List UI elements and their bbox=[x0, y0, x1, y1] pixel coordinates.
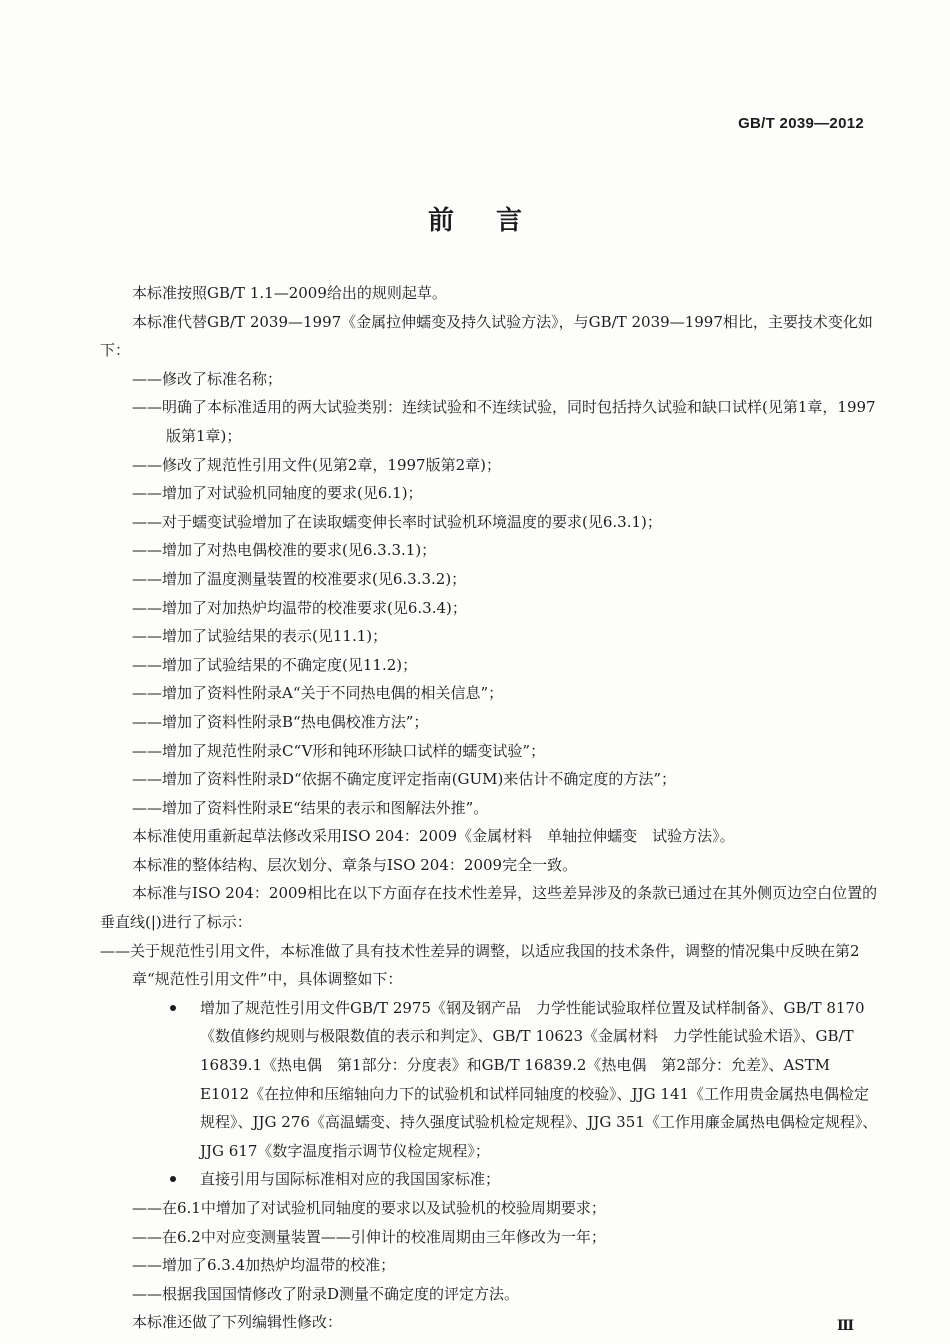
bullet-dot bbox=[170, 1005, 176, 1011]
bullet-text: 增加了规范性引用文件GB/T 2975《钢及钢产品 力学性能试验取样位置及试样制备》、GB/T 8170《数值修约规则与极限数值的表示和判定》、GB/T 10623《金属材料 力学性能试验术语》、GB/T 16839.1《热电偶 第1部分：分度表》和GB/T 16839.2《热电偶 第2部分：允差》、ASTM E1012《在拉伸和压缩轴向力下的试验机和试样同轴度的校验》、JJG 141《工作用贵金属热电偶检定规程》、JJG 276《高温蠕变、持久强度试验机检定规程》、JJG 351《工作用廉金属热电偶检定规程》、JJG 617《数字温度指示调节仪检定规程》； bbox=[200, 998, 878, 1160]
change-item: ——对于蠕变试验增加了在读取蠕变伸长率时试验机环境温度的要求(见6.3.1)； bbox=[132, 512, 662, 531]
bullet-dot bbox=[170, 1176, 176, 1182]
paragraph-drafting-rules: 本标准按照GB/T 1.1—2009给出的规则起草。 bbox=[132, 284, 447, 302]
difference-item: ——在6.1中增加了对试验机同轴度的要求以及试验机的校验周期要求； bbox=[132, 1199, 606, 1217]
change-item: ——增加了资料性附录B“热电偶校准方法”； bbox=[132, 712, 429, 731]
change-item: ——明确了本标准适用的两大试验类别：连续试验和不连续试验，同时包括持久试验和缺口试样(见第1章，1997版第1章)； bbox=[132, 398, 876, 445]
reference-bullets bbox=[100, 994, 880, 1194]
paragraph-structure: 本标准的整体结构、层次划分、章条与ISO 204：2009完全一致。 bbox=[132, 855, 578, 874]
change-item: ——增加了试验结果的不确定度(见11.2)； bbox=[132, 655, 418, 674]
difference-item: ——在6.2中对应变测量装置——引伸计的校准周期由三年修改为一年； bbox=[132, 1227, 606, 1246]
difference-item: ——增加了6.3.4加热炉均温带的校准； bbox=[132, 1256, 396, 1275]
change-item: ——增加了资料性附录D“依据不确定度评定指南(GUM)来估计不确定度的方法”； bbox=[132, 770, 677, 789]
change-item: ——修改了标准名称； bbox=[132, 369, 283, 388]
change-item: ——增加了对热电偶校准的要求(见6.3.3.1)； bbox=[132, 541, 437, 560]
page-title: 前言 bbox=[427, 206, 564, 236]
bullet-item bbox=[200, 1165, 880, 1194]
page-number: Ⅲ bbox=[836, 1318, 854, 1334]
change-item: ——增加了资料性附录E“结果的表示和图解法外推”。 bbox=[132, 798, 489, 817]
change-item: ——修改了规范性引用文件(见第2章，1997版第2章)； bbox=[132, 455, 501, 474]
difference-item: ——根据我国国情修改了附录D测量不确定度的评定方法。 bbox=[132, 1284, 520, 1303]
paragraph-adoption: 本标准使用重新起草法修改采用ISO 204：2009《金属材料 单轴拉伸蠕变 试验方法》。 bbox=[132, 827, 735, 846]
bullet-item bbox=[200, 994, 880, 1166]
paragraph-editorial: 本标准还做了下列编辑性修改： bbox=[132, 1313, 343, 1332]
change-item: ——增加了资料性附录A“关于不同热电偶的相关信息”； bbox=[132, 684, 504, 703]
bullet-text: 直接引用与国际标准相对应的我国国家标准； bbox=[200, 1170, 501, 1189]
standard-code: GB/T 2039—2012 bbox=[738, 115, 864, 132]
change-item: ——增加了对试验机同轴度的要求(见6.1)； bbox=[132, 484, 423, 503]
paragraph-replacement: 本标准代替GB/T 2039—1997《金属拉伸蠕变及持久试验方法》，与GB/T 2039—1997相比，主要技术变化如下： bbox=[100, 312, 873, 360]
change-item: ——增加了对加热炉均温带的校准要求(见6.3.4)； bbox=[132, 598, 467, 617]
difference-lead bbox=[100, 937, 880, 994]
foreword-body bbox=[100, 279, 880, 1337]
change-item: ——增加了规范性附录C“V形和钝环形缺口试样的蠕变试验”； bbox=[132, 741, 546, 760]
change-item: ——增加了试验结果的表示(见11.1)； bbox=[132, 627, 388, 646]
paragraph-technical-differences: 本标准与ISO 204：2009相比在以下方面存在技术性差异，这些差异涉及的条款已通过在其外侧页边空白位置的垂直线(|)进行了标示： bbox=[100, 884, 878, 932]
change-item: ——增加了温度测量装置的校准要求(见6.3.3.2)； bbox=[132, 569, 467, 588]
difference-lead-text: ——关于规范性引用文件，本标准做了具有技术性差异的调整，以适应我国的技术条件，调整的情况集中反映在第2章“规范性引用文件”中，具体调整如下： bbox=[100, 941, 860, 989]
